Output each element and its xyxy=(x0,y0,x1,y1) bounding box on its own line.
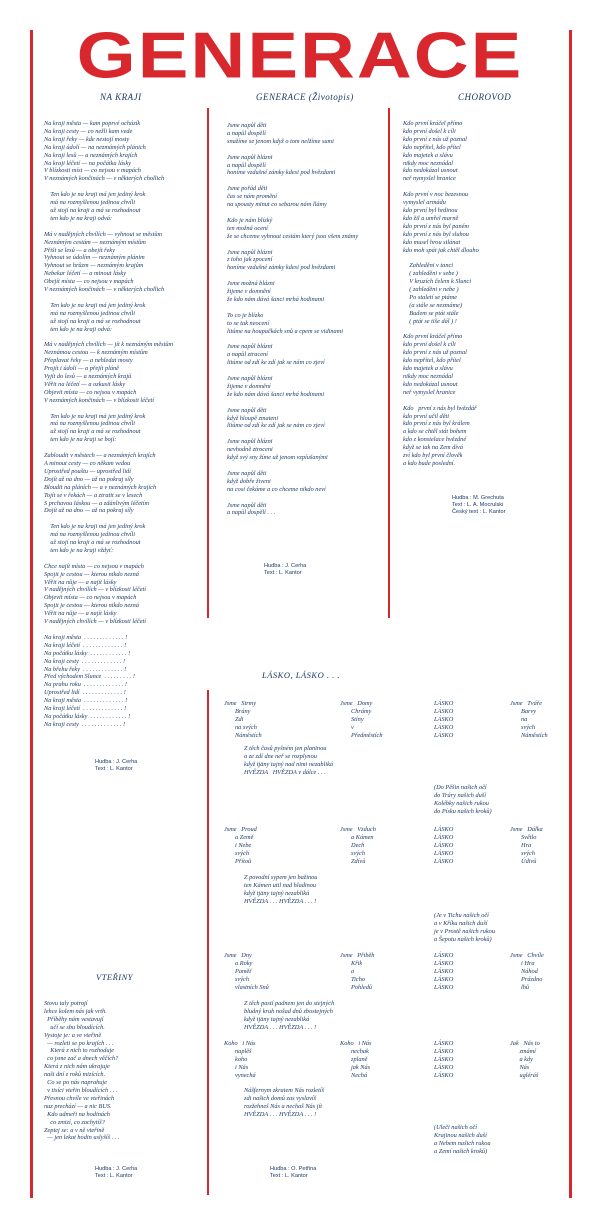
na-kraji-credit: Hudba : J. Cerha Text : L. Kantor xyxy=(95,759,138,773)
divider-lasko xyxy=(207,690,209,1195)
lasko-r4-c4: Jak Nás to zmámí a kdy Nás ugléráš xyxy=(510,1040,540,1079)
chorovod-credit: Hudba : M. Grechuta Text : L. A. Mocrulski Český text : L. Kantor xyxy=(452,495,506,516)
lasko-r2-c2: Jsme Vzduch a Kámen Dech svých Zdívů xyxy=(340,826,376,865)
lasko-r3-c3: LÁSKO LÁSKO LÁSKO LÁSKO LÁSKO xyxy=(434,952,454,991)
lasko-verse-2: Z povodní sypem jen bažinou ten Kámen util nad hladinou když tjäny tajný nezabliká HVĚZDA . . . HVĚZDA . . . ! xyxy=(244,874,318,905)
heading-lasko: LÁSKO, LÁSKO . . . xyxy=(262,670,340,680)
divider-col2 xyxy=(388,108,390,618)
lasko-r2-c1: Jsme Proud a Země i Nebe svých Přítoů xyxy=(224,826,257,865)
lasko-r1-c1: Jsme Strmy Brány Zdi na svých Náměstích xyxy=(224,700,262,739)
vteriny-credit: Hudba : J. Cerha Text : L. Kantor xyxy=(95,1166,138,1180)
generace-credit: Hudba : J. Cerha Text : L. Kantor xyxy=(264,563,307,577)
left-border-rule xyxy=(30,30,33,1198)
lasko-verse-3: Z těch pastí padnem jen do stejných bludný kruh nošad dnů zbostejných když tjäny tajný nezabliká HVĚZDA . . . HVĚZDA . . . ! xyxy=(244,1000,335,1031)
lasko-r4-c3: LÁSKO LÁSKO LÁSKO LÁSKO LÁSKO xyxy=(434,1040,454,1079)
lasko-verse-1: Z těch časů pyšném jen planinou a ze zdí dne neř se rozplynou když tjäny tajný nad nimi nezabliká HVĚZDA HVĚZDA v dálce . . . xyxy=(244,745,334,776)
na-kraji-lyrics: Na kraji města — kam poprvé ocházík Na kraji cesty — co nežli kam vede Na kraji řeky — kde nestojí mosty Na kraji údolí — na nezmámých plánich Na kraji lesů — a neznámých krajích Na kraji léčetí — na počátku lásky V blízkosti míst — co nejsou v mapách V neznámých končinách — v některých chollich Ten kdo je na kraji má jen jediný krok má na rozmyšlenou jedinou chvíli už stojí na kraji a má se rozhodnout ten kdo je na kraji odvá: Má v nadějných chvílích — vyhnout se městům Neznámým cestám — neznámým místům Přišt se lesů — a obejít řeky Vyhnout se údolím — neznámým plánim Vyhnout se hrůzm — neznámým krajům Nebekar léčetí — a minout lásky Obejít místa — co nejsou v mapách V neznámých končinách — v některých chollich Ten kdo je na kraji má jen jediný krok má na rozmyšlenou jedinou chvíli už stojí na kraji a má se rozhodnout ten kdo je na kraji odvá: Má v nadějných chvílích — jít k neznámým městům Neznámou cestou — k neznámým místům Přeplavat řeky — a nehledat mosty Projít i údolí — a přejít pláně Vyjít do lesů — a neznámých krajů Věřit na léčetí — a ozkusit lásky Objevit místa — co nejsou v mapách V neznámých končinách — v blízkosti léčetí Ten kdo je na kraji má jen jediný krok má na rozmyšlenou jedinou chvíli už stojí na kraji a má se rozhodnout ten kdo je na kraji se bojí: Zabloudit v městech — a neznámých krajích A minout cesty — co někam vedou Uprostřed pouštu — uprostřed lidí Dojít až na dno — až na pokraj síly Bloudit na pláních — a v neznámých krajích Tojít se v řekách — a ztratit se v lesech S prchavou láskou — a zdánlivým léčetím Dojít až na dno — až na pokraj síly Ten kdo je na kraji má jen jediný krok má na rozmyšlenou jedinou chvíli už stojí na kraji a má se rozhodnout ten kdo je na kraji vždyť: Chce najít místa — co nejsou v mapách Spojit je cestou — kterou nikdo nezná Věřit na nůje — a najít lásky V nadějných chvílích — v blízkosti léčetí Objevit místa — co nejsou v mapách Spojit je cestou — kterou nikdo nezná Věřit na nůje — a najít lásky V nadějných chvílích — v blízkosti léčetí Na kraji města . . . . . . . . . . . . . ! Na kraji léčetí . . . . . . . . . . . . . ! Na počátku lásky . . . . . . . . . . . . ! Na kraji cesty . . . . . . . . . . . . . ! Na břehu řeky . . . . . . . . . . . . . ! Před východem Slunce . . . . . . . . . ! Na prahu roku . . . . . . . . . . . . . ! Uprostřed lidí . . . . . . . . . . . . . ! Na kraji města . . . . . . . . . . . . . ! Na kraji léčetí . . . . . . . . . . . . . ! Na počátku lásky . . . . . . . . . . . . ! Na kraji cesty . . . . . . . . . . . . . ! xyxy=(44,120,174,728)
lasko-paren-3: (Uleči našich očí Krajinou našich duší a Nebem našich rukou a Zemí našich kroků) xyxy=(434,1124,491,1155)
lasko-r3-c4: Jsme Chvíle i Hra Náhod Prázdno lhů xyxy=(510,952,544,991)
lasko-r1-c4: Jsme Tváře Barvy na svých Náměstích xyxy=(510,700,548,739)
lasko-r3-c1: Jsme Dny a Roky Paměť svých vlastních Snů xyxy=(224,952,269,991)
lasko-r1-c2: Jsme Domy Chrámy Stíny v Předměstích xyxy=(340,700,383,739)
lasko-r4-c2: Koho i Nás nechak zplaně jak Nás Nechá xyxy=(340,1040,372,1079)
page-title: GENERACE xyxy=(76,19,524,92)
divider-col1 xyxy=(207,108,209,618)
lasko-credit: Hudba : O. Petřina Text : L. Kantor xyxy=(270,1166,317,1180)
chorovod-lyrics: Kdo první kráčel přímo kdo první došel k cíli kdo první z nás už poznal kdo nepřítel, kdo přítel kdo majetek a slávu nikdy moc neznádal kdo nedokázal usnout neř nymyslel hranice Kdo první v noc bezesnou vymyslel armádu kdo první byl hrdinou kdo žil a umřel marně kdo první z nás byl paném kdo první z nás byl sluhou kdo musel hrou stlánat kdo moh spát jak chtěl dlouho Zahleděni v tanci ( zahleděni v sebe ) V kruzích čelem k Slunci ( zahleděni v nebe ) Po staletí se ptáme (a stále se nezmáme) Budem se ptát stále ( ptát se tiše dál ) ! Kdo první kráčel přímo kdo první došel k cíli kdo první z nás už poznal kdo nepřítel, kdo přítel kdo majetek a slávu nikdy moc neznádal kdo nedokázal usnout neř vymyslel hranice Kdo první z nás byl hvězdář kdo první učil děti kdo první z nás byl králem a kdo se chtěl stát bohem kdo z konstelace hvězdné když se tak na Zem dívá zví kdo byl první člověk a kdo bude poslední. xyxy=(403,120,479,467)
lasko-paren-1: (Do Pěšin našich očí do Tráry našich duší Kolébky našich rukou do Písku našich kroků) xyxy=(434,784,492,815)
right-border-rule xyxy=(569,30,572,1198)
heading-na-kraji: NA KRAJI xyxy=(100,92,142,102)
lasko-r3-c2: Jsme Přiběh Křik a Ticho Pohledů xyxy=(340,952,375,991)
generace-lyrics: Jsme napůl děti a napůl dospělí snažíme se jenom když o tom nelžíme sumi Jsme napůl blázni a napůl dospělí honíme vzdušné zámky kdesi pod hvězdami Jsme pořád děti čas se nám promění na spousty minut co sebarou nám llámy Kdo je nám blízký ten možná ocení že se chceme vyhnout cestám který jsou všem známy Jsme napůl blázni z toho jak zpocení honíme vzdušné zámky kdesi pod hvězdami Jsme možná blázni žijeme v domnění že kdo nám dává šanci mrhá hodinami To co je blízko to se tak neocení litúme na houpačkách snů a cpem se vidinami Jsme napůl blázni a napůl ztracení litúme od zdí ke zdí jak se nám co zjeví Jsme napůl blázni žijeme v domnění že kdo nám dává šanci mrhá hodinami Jsme napůl děti když hloupě zmateni litúme od zdí ke zdí jak se nám co zjeví Jsme napůl blázni nevhodně ztroceni když svý sny žíme už jenom vzpíušanými Jsme napůl děti když dobře živeni na cosi čekáme a co chceme nikdo neví Jsme napůl děti a napůl dospělí . . . xyxy=(227,122,359,517)
lasko-paren-2: (Je v Tichu našich očí a v Kříku našich duší je v Prostě našich rukou a Šepotu našich kroků) xyxy=(434,912,495,943)
heading-chorovod: CHOROVOD xyxy=(458,92,512,102)
vteriny-lyrics: Stovu taly potrojí lehce kolem nás jak vrth. Příběhy nám vestavují učí se sbu bloudících. Vystoje je: a ve vteřině — rozleti se po krajích . . . Která z nich to rozhoduje co jsme zač a dnech věčích? Která z nich nám ukrajuje naši dní z roků mizících. Co se po nás naprahuje v tisíci vteřin bloudících . . . Přesnou chvíle ve vteřinách nuz prechází — a nic BUS. Kdo udmeři na hodinách co zmizí, co zachytíš? Zeptej se: a v ně vteřině — jen lekat hodin uslyšíš . . . xyxy=(44,1000,120,1142)
heading-generace: GENERACE (Životopis) xyxy=(256,92,354,102)
lasko-r2-c4: Jsme Dálka Světlo Hra svých Údivů xyxy=(510,826,543,865)
lasko-r4-c1: Koho i Nás naplěš koho i Nás vynechá xyxy=(224,1040,256,1079)
heading-vteriny: VTEŘINY xyxy=(96,972,134,982)
lasko-r1-c3: LÁSKO LÁSKO LÁSKO LÁSKO LÁSKO xyxy=(434,700,454,739)
lasko-r2-c3: LÁSKO LÁSKO LÁSKO LÁSKO LÁSKO xyxy=(434,826,454,865)
lasko-verse-4: Nášfernym zkratem Nás rozletíš zdi našich domů zas vyslavíš rozžehneš Nás a nechaš Nás jít HVĚZDA . . . HVĚZDA . . . ! xyxy=(244,1087,325,1118)
